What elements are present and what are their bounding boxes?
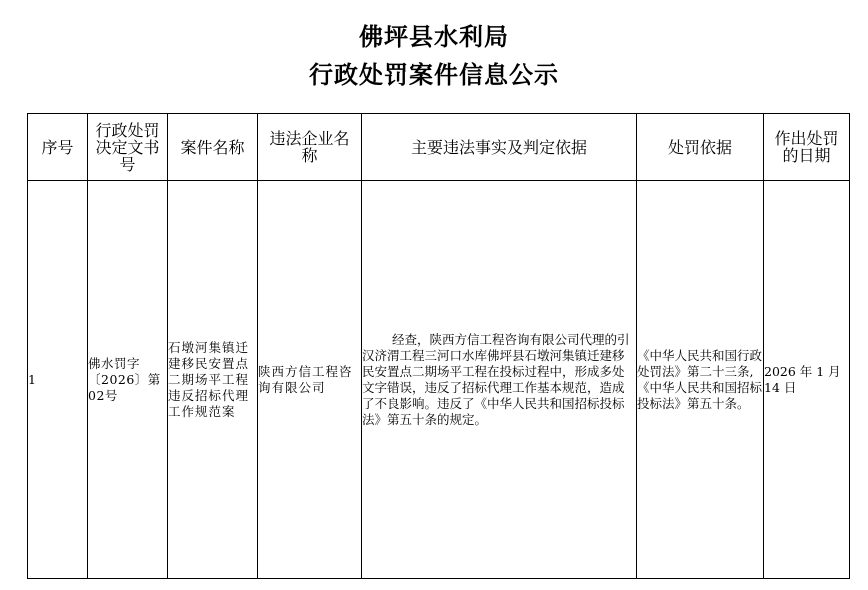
page-title: 佛坪县水利局 xyxy=(359,23,509,51)
cell-decision-doc-number: 佛水罚字〔2026〕第02号 xyxy=(88,181,168,579)
cell-case-name: 石墩河集镇迁建移民安置点二期场平工程违反招标代理工作规范案 xyxy=(168,181,258,579)
cell-violation-facts: 经查，陕西方信工程咨询有限公司代理的引汉济渭工程三河口水库佛坪县石墩河集镇迁建移民安置点二期场平工程在投标过程中，形成多处文字错误，违反了招标代理工作基本规范，造成了不良影响。违反了《中华人民共和国招标投标法》第五十条的规定。 xyxy=(362,181,637,579)
table-row xyxy=(28,181,850,579)
cell-serial-number: 1 xyxy=(28,181,88,579)
table-header-row xyxy=(28,114,850,181)
penalty-info-table xyxy=(27,113,850,579)
header-penalty-date: 作出处罚的日期 xyxy=(764,114,850,181)
header-decision-doc-number: 行政处罚决定文书号 xyxy=(88,114,168,181)
page-subtitle: 行政处罚案件信息公示 xyxy=(309,61,559,89)
cell-company-name: 陕西方信工程咨询有限公司 xyxy=(258,181,362,579)
header-company-name: 违法企业名称 xyxy=(258,114,362,181)
header-violation-facts: 主要违法事实及判定依据 xyxy=(362,114,637,181)
header-case-name: 案件名称 xyxy=(168,114,258,181)
cell-penalty-date: 2026 年 1 月 14 日 xyxy=(764,181,850,579)
header-serial-number: 序号 xyxy=(28,114,88,181)
cell-penalty-basis: 《中华人民共和国行政处罚法》第二十三条,《中华人民共和国招标投标法》第五十条。 xyxy=(637,181,764,579)
header-penalty-basis: 处罚依据 xyxy=(637,114,764,181)
